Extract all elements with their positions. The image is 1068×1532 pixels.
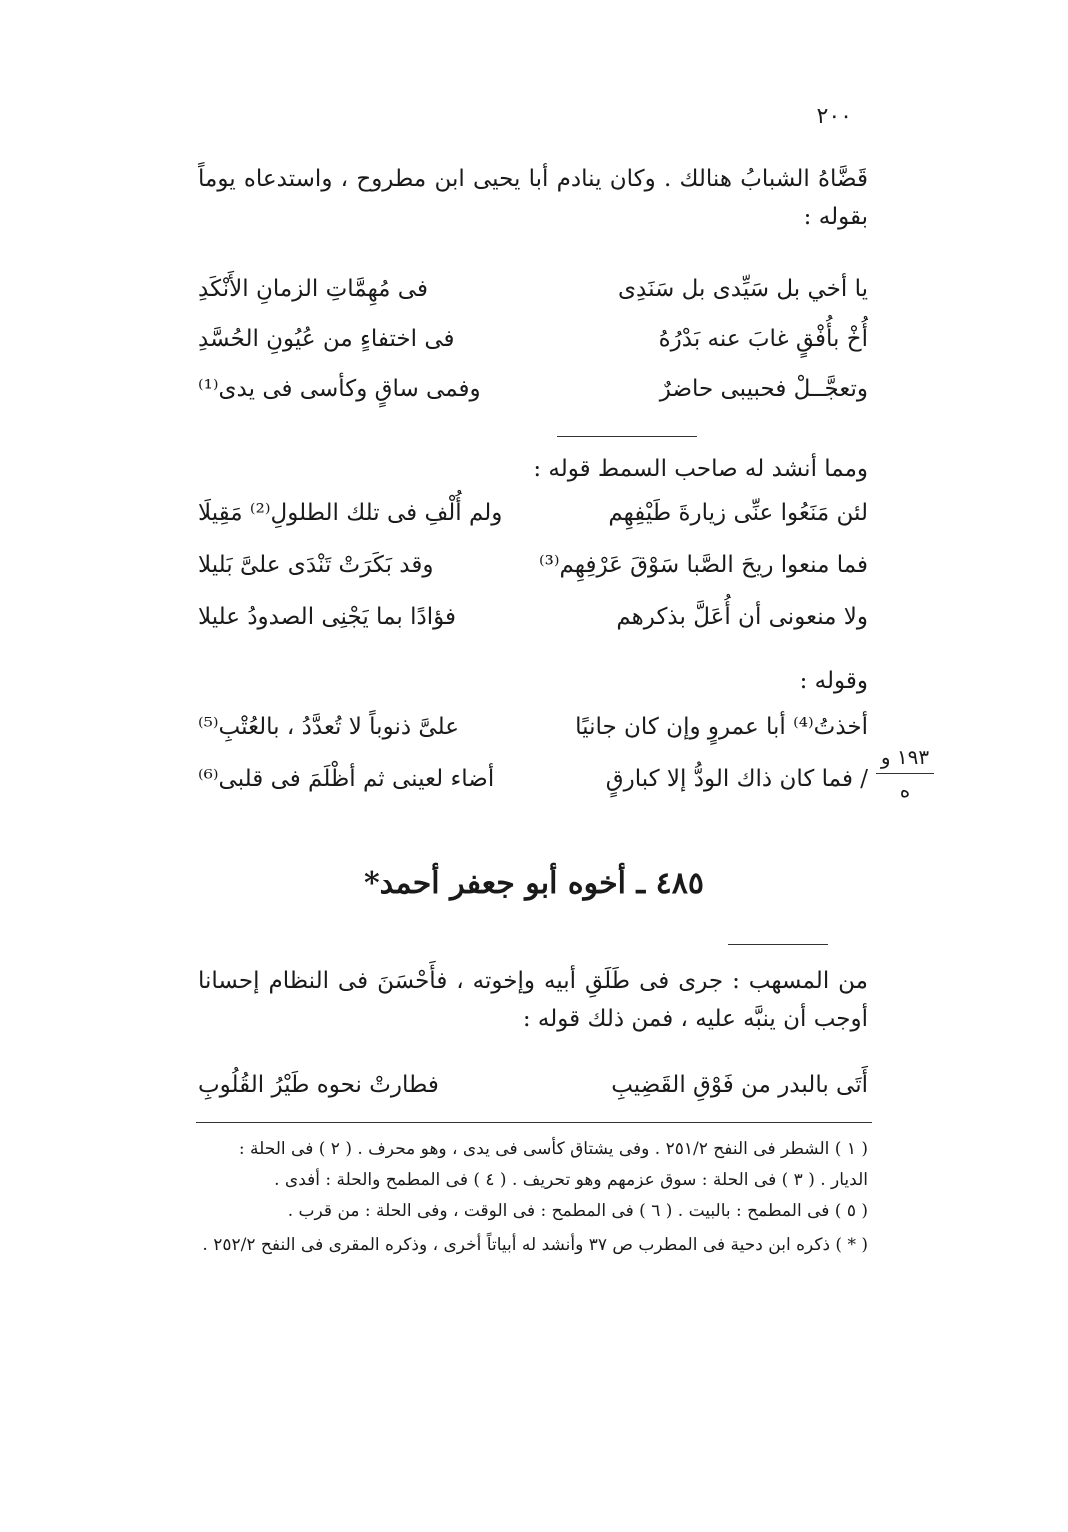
footnote-divider	[196, 1122, 872, 1123]
hemistich-first: ولا منعونى أن أُعَلَّ بذكرهم	[616, 604, 868, 630]
poem1-verse-1	[198, 276, 868, 316]
hemistich-first: وتعجَّــلْ فحبيبى حاضرٌ	[659, 376, 868, 402]
hemistich-second: فطارتْ نحوه طَيْرُ القُلُوبِ	[198, 1072, 439, 1098]
hemistich-second: علىَّ ذنوباً لا تُعدَّدُ ، بالعُتْبِ⁽⁵⁾	[198, 714, 459, 740]
hemistich-first: فما منعوا ريحَ الصَّبا سَوْقَ عَرْفِهِم⁽³⁾	[539, 552, 868, 578]
hemistich-second: وفمى ساقٍ وكأسى فى يدى⁽¹⁾	[198, 376, 481, 402]
footnote-3: ( * ) ذكره ابن دحية فى المطرب ص ٣٧ وأنشد له أبياتاً أخرى ، وذكره المقرى فى النفح ٢٥٢/٢ .	[202, 1235, 868, 1255]
folio-number: ١٩٣ و	[880, 745, 930, 769]
hemistich-second: فى مُهِمَّاتِ الزمانِ الأَنْكَدِ	[198, 276, 428, 302]
poem1-verse-2	[198, 326, 868, 366]
poem1-verse-3	[198, 376, 868, 416]
footnote-1: ( ١ ) الشطر فى النفح ٢٥١/٢ . وفى يشتاق كأسى فى يدى ، وهو محرف . ( ٢ ) فى الحلة : الديار . ( ٣ ) فى الحلة : سوق عزمهم وهو تحريف . ( ٤ ) فى المطمح والحلة : أفدى .	[238, 1139, 868, 1190]
hemistich-first: أُخْ بأُفْقٍ غابَ عنه بَدْرُهُ	[658, 326, 868, 352]
hemistich-second: فؤادًا بما يَجْنِى الصدودُ عليلا	[198, 604, 456, 630]
poem2-verse-1	[198, 500, 868, 540]
hemistich-first: أَتَى بالبدر من فَوْقِ القَضِيبِ	[611, 1072, 868, 1098]
hemistich-first: أخذتُ⁽⁴⁾ أبا عمروٍ وإن كان جانيًا	[575, 714, 868, 740]
section-divider	[557, 436, 697, 437]
poem2-verse-2	[198, 552, 868, 592]
hemistich-first: / فما كان ذاك الودُّ إلا كبارقٍ	[605, 766, 868, 792]
hemistich-second: فى اختفاءٍ من عُيُونِ الحُسَّدِ	[198, 326, 455, 352]
poem2-verse-3	[198, 604, 868, 644]
hemistich-second: ولم أُلْفِ فى تلك الطلولِ⁽²⁾ مَقِيلَا	[198, 500, 503, 526]
poem3-verse-2	[198, 766, 868, 806]
page-number: ٢٠٠	[816, 104, 852, 129]
heading-divider	[728, 944, 828, 945]
footnote-2: ( ٥ ) فى المطمح : بالبيت . ( ٦ ) فى المطمح : فى الوقت ، وفى الحلة : من قرب .	[287, 1201, 868, 1221]
folio-letter: ه	[899, 778, 911, 802]
hemistich-first: لئن مَنَعُوا عنِّى زيارةَ طَيْفِهِم	[608, 500, 868, 526]
qawluhu-label: وقوله :	[799, 668, 868, 694]
hemistich-second: أضاء لعينى ثم أظْلَمَ فى قلبى⁽⁶⁾	[198, 766, 495, 792]
hemistich-first: يا أخي بل سَيِّدى بل سَنَدِى	[618, 276, 868, 302]
section-heading: ٤٨٥ ـ أخوه أبو جعفر أحمد*	[363, 866, 705, 901]
poem4-verse-1	[198, 1072, 868, 1112]
hemistich-second: وقد بَكَرَتْ تَنْدَى علىَّ بَليلا	[198, 552, 434, 578]
intro-paragraph: قَضَّاهُ الشبابُ هنالك . وكان ينادم أبا يحيى ابن مطروح ، واستدعاه يوماً بقوله :	[198, 166, 868, 230]
folio-divider	[876, 773, 934, 774]
musahab-paragraph: من المسهب : جرى فى طَلَقِ أبيه وإخوته ، فأَحْسَنَ فى النظام إحسانا أوجب أن ينبَّه عليه ، فمن ذلك قوله :	[198, 968, 868, 1032]
poem3-verse-1	[198, 714, 868, 754]
samt-intro: ومما أنشد له صاحب السمط قوله :	[533, 456, 868, 482]
manuscript-folio-marker	[870, 745, 940, 802]
